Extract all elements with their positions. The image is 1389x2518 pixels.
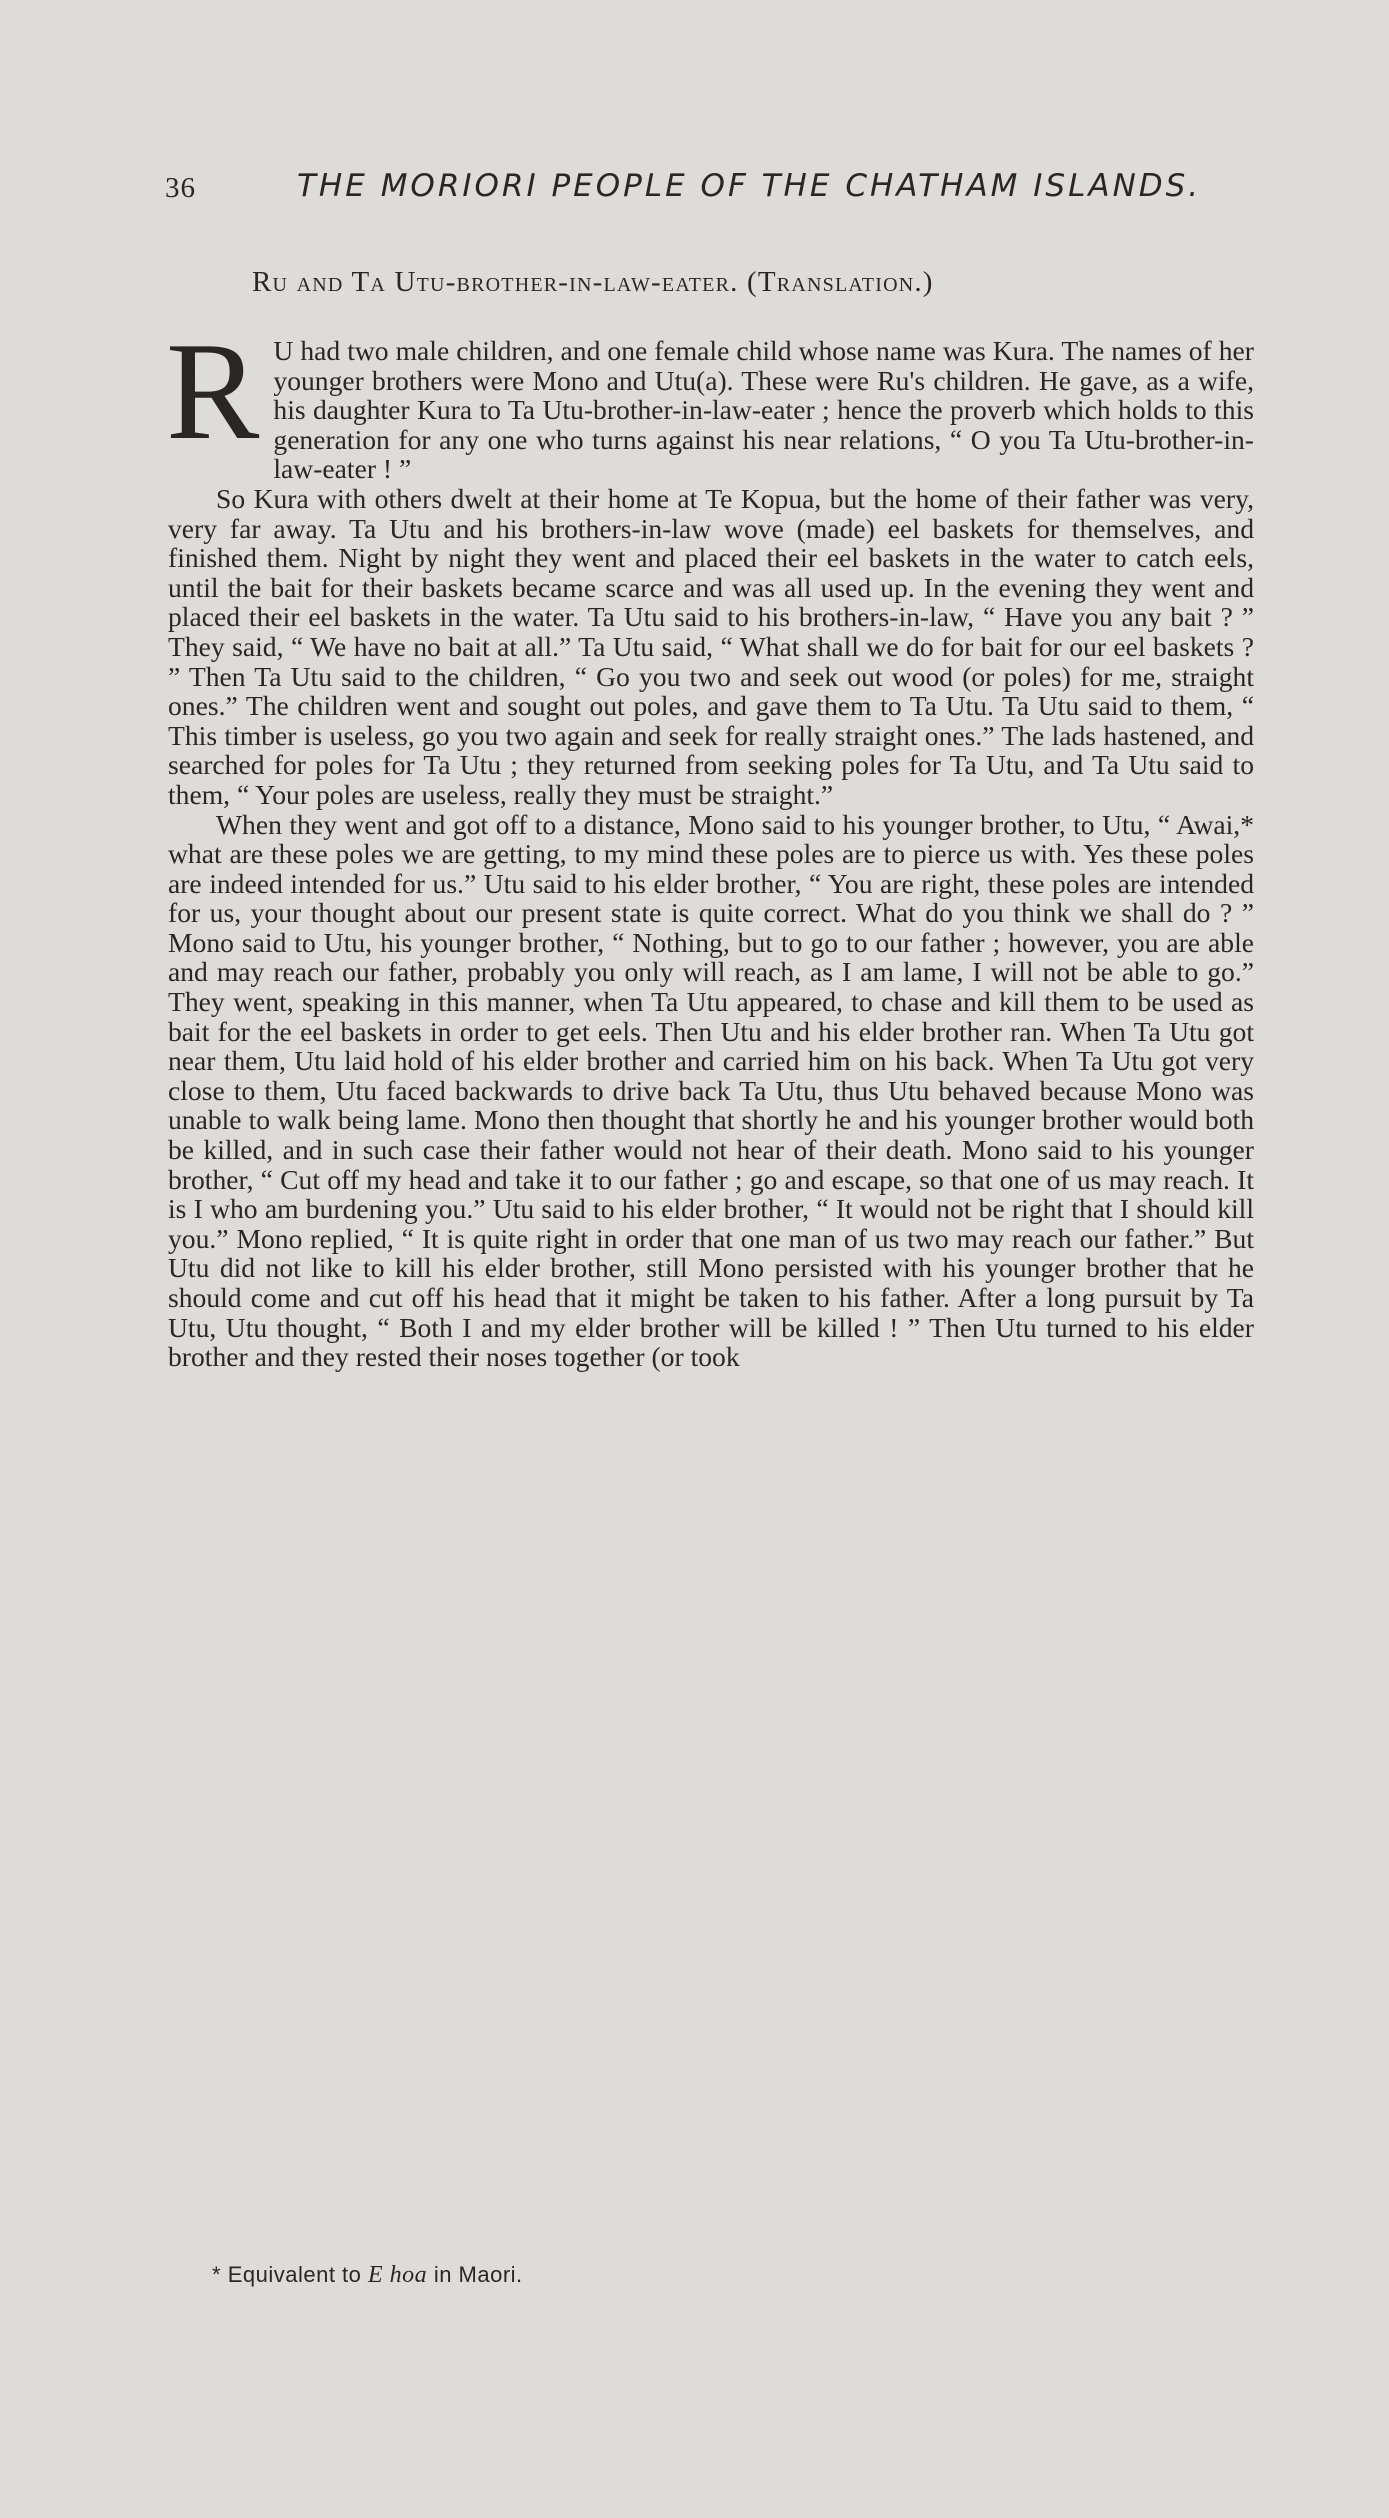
paragraph-1-text: U had two male children, and one female child whose name was Kura. The names of her younger brothers were Mono and Utu(a). These were Ru's children. He gave, as a wife, his daughter Kura to Ta Utu-brother-in-law-eater ; hence the proverb which holds to this generation for any one who turns against his near relations, “ O you Ta Utu-brother-in-law-eater ! ” (273, 335, 1254, 485)
page-header (165, 168, 1202, 218)
page-number: 36 (165, 172, 196, 204)
drop-cap: R (166, 314, 260, 469)
running-title: THE MORIORI PEOPLE OF THE CHATHAM ISLANDS. (297, 168, 1202, 204)
section-title: Ru and Ta Utu-brother-in-law-eater. (Translation.) (252, 266, 934, 298)
footnote-emphasis: E hoa (368, 2262, 428, 2288)
body-text (166, 314, 1254, 1373)
footnote-marker: * (212, 2262, 222, 2287)
footnote-text-after: in Maori. (433, 2262, 523, 2287)
paragraph-2: So Kura with others dwelt at their home at Te Kopua, but the home of their father was very, very far away. Ta Utu and his brothers-in-law wove (made) eel baskets for themselves, and finished them. Night by night they went and placed their eel baskets in the water to catch eels, until the bait for their baskets became scarce and was all used up. In the evening they went and placed their eel baskets in the water. Ta Utu said to his brothers-in-law, “ Have you any bait ? ” They said, “ We have no bait at all.” Ta Utu said, “ What shall we do for bait for our eel baskets ? ” Then Ta Utu said to the children, “ Go you two and seek out wood (or poles) for me, straight ones.” The children went and sought out poles, and gave them to Ta Utu. Ta Utu said to them, “ This timber is useless, go you two again and seek for really straight ones.” The lads hastened, and searched for poles for Ta Utu ; they returned from seeking poles for Ta Utu, and Ta Utu said to them, “ Your poles are useless, really they must be straight.” (168, 482, 1254, 810)
paragraph-1 (166, 314, 1254, 485)
footnote-text-before: Equivalent to (227, 2262, 362, 2287)
footnote (212, 2262, 1112, 2289)
paragraph-3: When they went and got off to a distance, Mono said to his younger brother, to Utu, “ Awai,* what are these poles we are getting, to my mind these poles are to pierce us with. Yes these poles are indeed intended for us.” Utu said to his elder brother, “ You are right, these poles are intended for us, your thought about our present state is quite correct. What do you think we shall do ? ” Mono said to Utu, his younger brother, “ Nothing, but to go to our father ; however, you are able and may reach our father, probably you only will reach, as I am lame, I will not be able to go.” They went, speaking in this manner, when Ta Utu appeared, to chase and kill them to be used as bait for the eel baskets in order to get eels. Then Utu and his elder brother ran. When Ta Utu got near them, Utu laid hold of his elder brother and carried him on his back. When Ta Utu got very close to them, Utu faced backwards to drive back Ta Utu, thus Utu behaved because Mono was unable to walk being lame. Mono then thought that shortly he and his younger brother would both be killed, and in such case their father would not hear of their death. Mono said to his younger brother, “ Cut off my head and take it to our father ; go and escape, so that one of us may reach. It is I who am burdening you.” Utu said to his elder brother, “ It would not be right that I should kill you.” Mono replied, “ It is quite right in order that one man of us two may reach our father.” But Utu did not like to kill his elder brother, still Mono persisted with his younger brother that he should come and cut off his head that it might be taken to his father. After a long pursuit by Ta Utu, Utu thought, “ Both I and my elder brother will be killed ! ” Then Utu turned to his elder brother and they rested their noses together (or took (168, 808, 1254, 1373)
